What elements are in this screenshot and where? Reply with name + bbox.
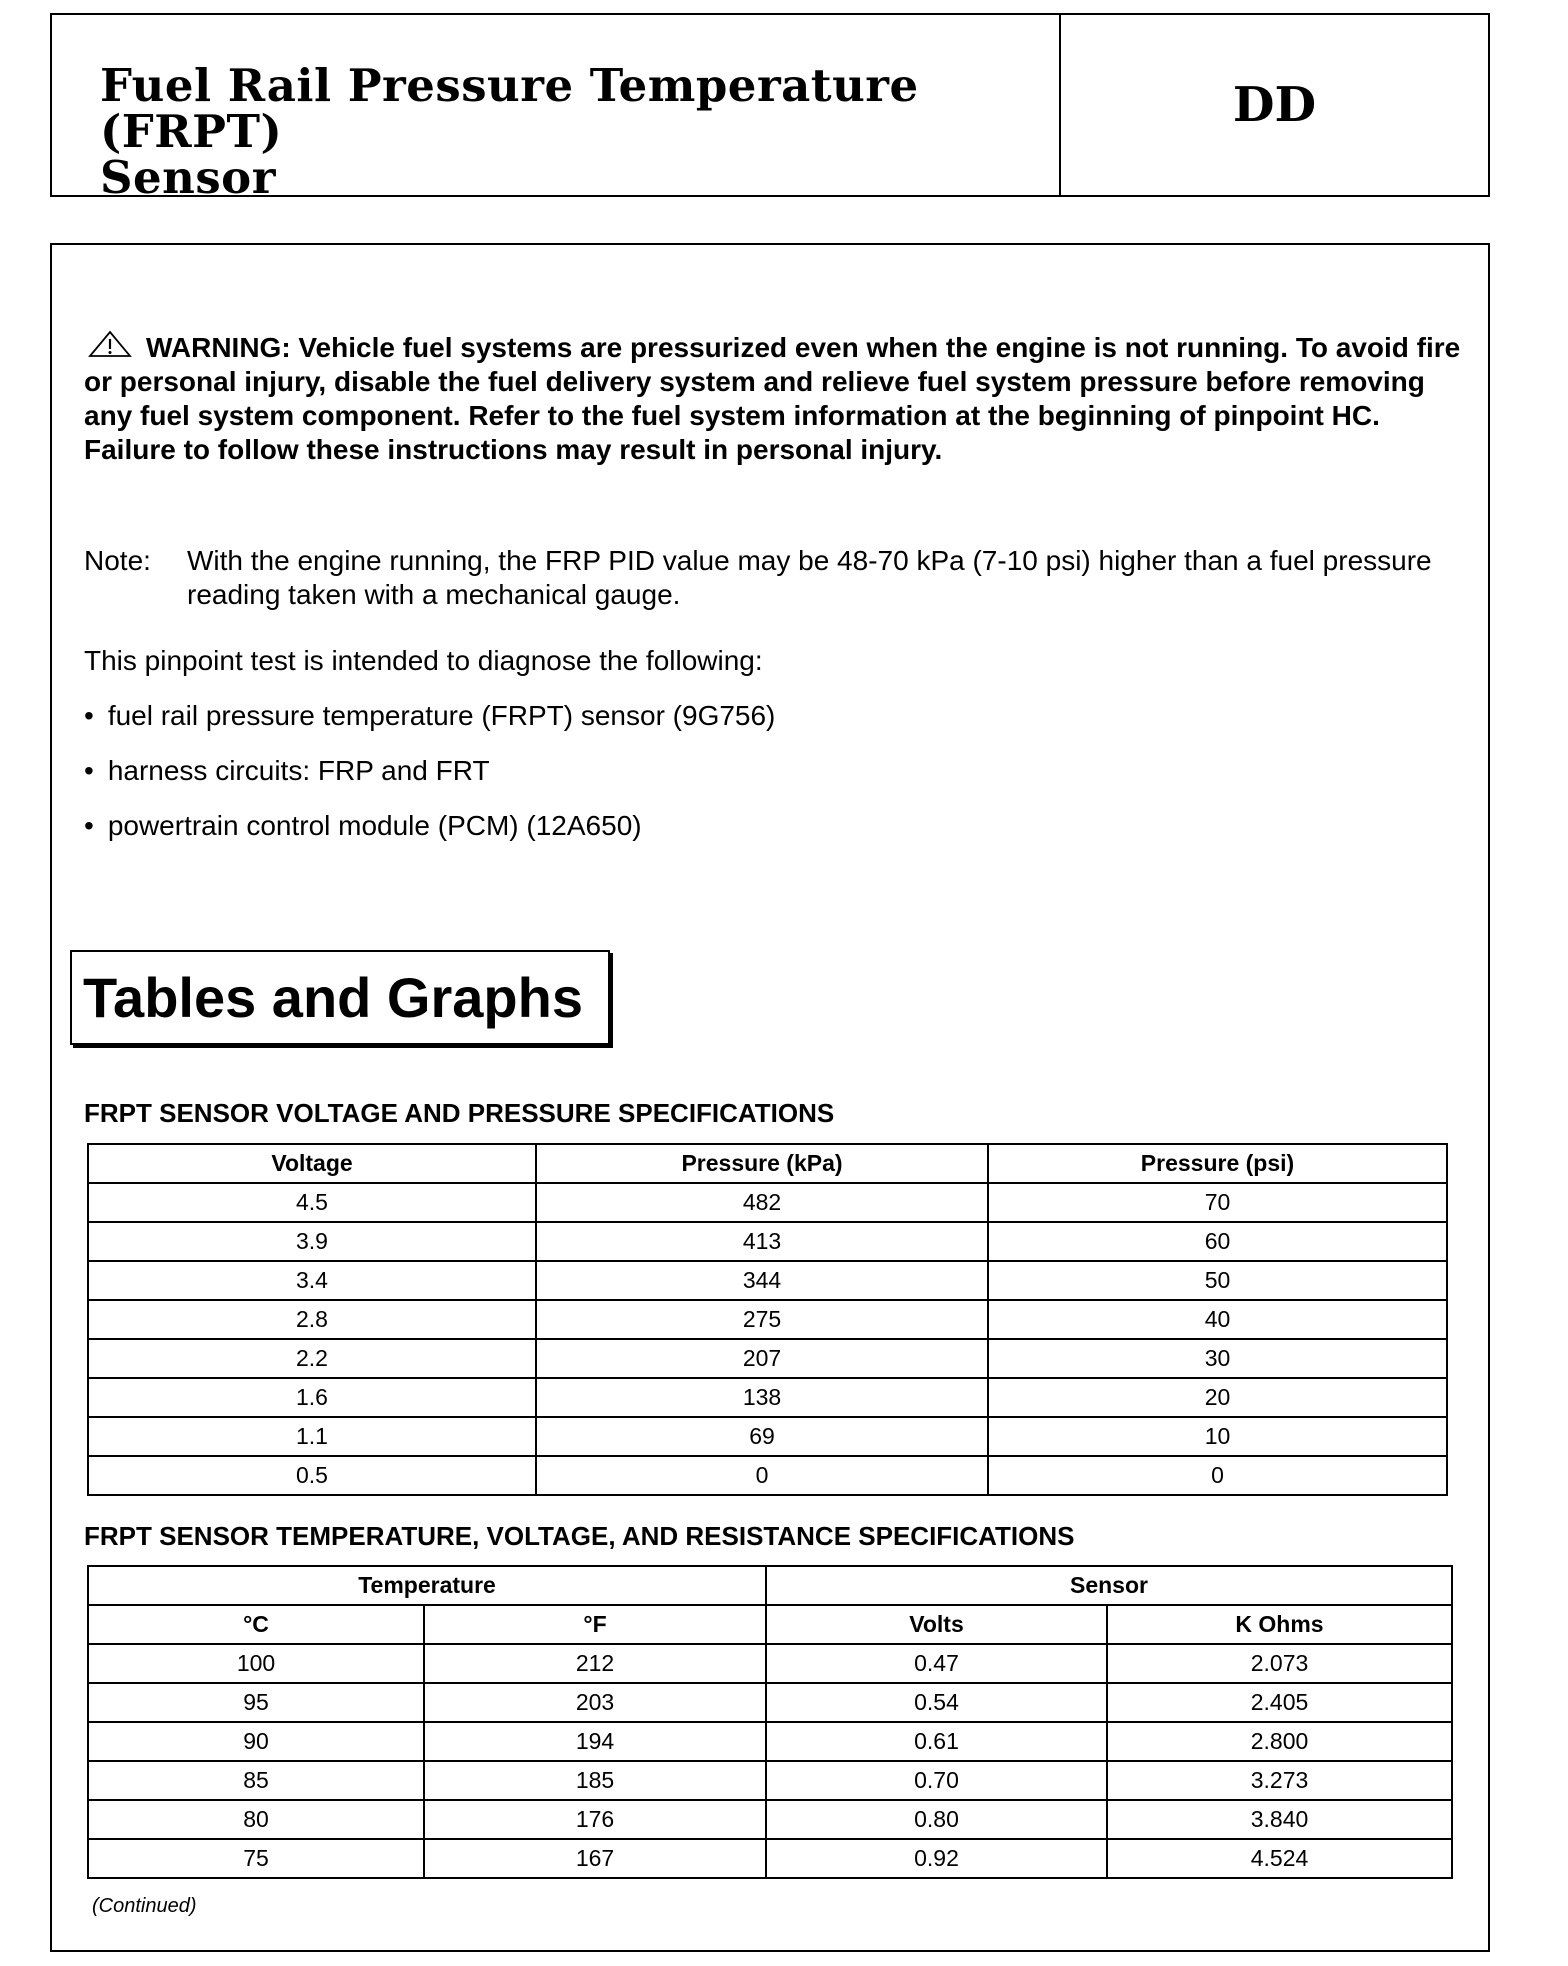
table-cell: 3.840 bbox=[1107, 1800, 1452, 1839]
table-cell: 0.5 bbox=[88, 1456, 536, 1495]
table-cell: 2.2 bbox=[88, 1339, 536, 1378]
table-cell: 3.273 bbox=[1107, 1761, 1452, 1800]
table-cell: 50 bbox=[988, 1261, 1447, 1300]
table-cell: 0 bbox=[536, 1456, 988, 1495]
table-cell: 167 bbox=[424, 1839, 766, 1878]
table-cell: 1.6 bbox=[88, 1378, 536, 1417]
table-cell: 0.80 bbox=[766, 1800, 1107, 1839]
column-header: K Ohms bbox=[1107, 1605, 1452, 1644]
table-row bbox=[88, 1261, 1447, 1300]
page-title bbox=[52, 15, 1061, 204]
table-cell: 80 bbox=[88, 1800, 424, 1839]
table-cell: 0.47 bbox=[766, 1644, 1107, 1683]
continued-note: (Continued) bbox=[92, 1895, 197, 1917]
table1-caption: FRPT SENSOR VOLTAGE AND PRESSURE SPECIFICATIONS bbox=[84, 1098, 835, 1128]
page-title-line2: Sensor bbox=[100, 151, 276, 204]
table-cell: 4.5 bbox=[88, 1183, 536, 1222]
table-cell: 212 bbox=[424, 1644, 766, 1683]
table-header-row bbox=[88, 1605, 1452, 1644]
table-cell: 0.54 bbox=[766, 1683, 1107, 1722]
table-cell: 95 bbox=[88, 1683, 424, 1722]
voltage-pressure-table bbox=[87, 1143, 1448, 1496]
note-text: With the engine running, the FRP PID value may be 48-70 kPa (7-10 psi) higher than a fuel pressure reading taken with a mechanical gauge. bbox=[187, 545, 1432, 610]
table-row bbox=[88, 1644, 1452, 1683]
column-header: Pressure (kPa) bbox=[536, 1144, 988, 1183]
list-item: • fuel rail pressure temperature (FRPT) sensor (9G756) bbox=[84, 699, 775, 754]
note bbox=[84, 544, 1464, 612]
diagnosis-list bbox=[84, 699, 775, 864]
intro-text: This pinpoint test is intended to diagnose the following: bbox=[84, 645, 763, 676]
warning-triangle-icon bbox=[88, 330, 132, 358]
page-title-line1: Fuel Rail Pressure Temperature (FRPT) bbox=[100, 59, 919, 158]
table-row bbox=[88, 1761, 1452, 1800]
column-header: Pressure (psi) bbox=[988, 1144, 1447, 1183]
temperature-resistance-table bbox=[87, 1565, 1453, 1879]
table-cell: 275 bbox=[536, 1300, 988, 1339]
table-cell: 0 bbox=[988, 1456, 1447, 1495]
table-cell: 70 bbox=[988, 1183, 1447, 1222]
table-row bbox=[88, 1683, 1452, 1722]
table-row bbox=[88, 1378, 1447, 1417]
table-cell: 69 bbox=[536, 1417, 988, 1456]
warning-text: WARNING: Vehicle fuel systems are pressurized even when the engine is not running. To avoid fire or personal injury, disable the fuel delivery system and relieve fuel system pressure before removing any fuel system component. Refer to the fuel system information at the beginning of pinpoint HC. Failure to follow these instructions may result in personal injury. bbox=[84, 332, 1461, 465]
section-title: Tables and Graphs bbox=[70, 950, 610, 1045]
table-cell: 413 bbox=[536, 1222, 988, 1261]
list-item: • harness circuits: FRP and FRT bbox=[84, 754, 775, 809]
column-header: °F bbox=[424, 1605, 766, 1644]
table-cell: 60 bbox=[988, 1222, 1447, 1261]
table-cell: 2.8 bbox=[88, 1300, 536, 1339]
table-cell: 207 bbox=[536, 1339, 988, 1378]
table-cell: 100 bbox=[88, 1644, 424, 1683]
table-row bbox=[88, 1800, 1452, 1839]
table-cell: 0.70 bbox=[766, 1761, 1107, 1800]
table-cell: 85 bbox=[88, 1761, 424, 1800]
warning-paragraph bbox=[84, 330, 1474, 467]
table-cell: 185 bbox=[424, 1761, 766, 1800]
table-cell: 2.800 bbox=[1107, 1722, 1452, 1761]
table-cell: 0.92 bbox=[766, 1839, 1107, 1878]
group-header: Temperature bbox=[88, 1566, 766, 1605]
table-cell: 10 bbox=[988, 1417, 1447, 1456]
table-header-row bbox=[88, 1144, 1447, 1183]
table-cell: 30 bbox=[988, 1339, 1447, 1378]
section-code: DD bbox=[1232, 77, 1317, 133]
table-row bbox=[88, 1339, 1447, 1378]
list-item: • powertrain control module (PCM) (12A650) bbox=[84, 809, 775, 864]
note-label: Note: bbox=[84, 545, 151, 576]
table-row bbox=[88, 1417, 1447, 1456]
table-row bbox=[88, 1183, 1447, 1222]
table-cell: 344 bbox=[536, 1261, 988, 1300]
column-header: °C bbox=[88, 1605, 424, 1644]
table-cell: 3.4 bbox=[88, 1261, 536, 1300]
table-cell: 1.1 bbox=[88, 1417, 536, 1456]
table-cell: 138 bbox=[536, 1378, 988, 1417]
group-header: Sensor bbox=[766, 1566, 1452, 1605]
table-cell: 40 bbox=[988, 1300, 1447, 1339]
column-header: Volts bbox=[766, 1605, 1107, 1644]
table-row bbox=[88, 1222, 1447, 1261]
table-group-header-row bbox=[88, 1566, 1452, 1605]
table-cell: 75 bbox=[88, 1839, 424, 1878]
table-cell: 176 bbox=[424, 1800, 766, 1839]
page-header bbox=[50, 13, 1490, 204]
column-header: Voltage bbox=[88, 1144, 536, 1183]
table-cell: 4.524 bbox=[1107, 1839, 1452, 1878]
table-cell: 3.9 bbox=[88, 1222, 536, 1261]
table-cell: 2.073 bbox=[1107, 1644, 1452, 1683]
table-row bbox=[88, 1456, 1447, 1495]
table-cell: 0.61 bbox=[766, 1722, 1107, 1761]
table-row bbox=[88, 1839, 1452, 1878]
content-box bbox=[50, 243, 1490, 1952]
table-cell: 203 bbox=[424, 1683, 766, 1722]
table-cell: 194 bbox=[424, 1722, 766, 1761]
table-cell: 482 bbox=[536, 1183, 988, 1222]
table-cell: 2.405 bbox=[1107, 1683, 1452, 1722]
table-row bbox=[88, 1300, 1447, 1339]
table-cell: 90 bbox=[88, 1722, 424, 1761]
table-cell: 20 bbox=[988, 1378, 1447, 1417]
table-row bbox=[88, 1722, 1452, 1761]
table2-caption: FRPT SENSOR TEMPERATURE, VOLTAGE, AND RESISTANCE SPECIFICATIONS bbox=[84, 1521, 1075, 1551]
